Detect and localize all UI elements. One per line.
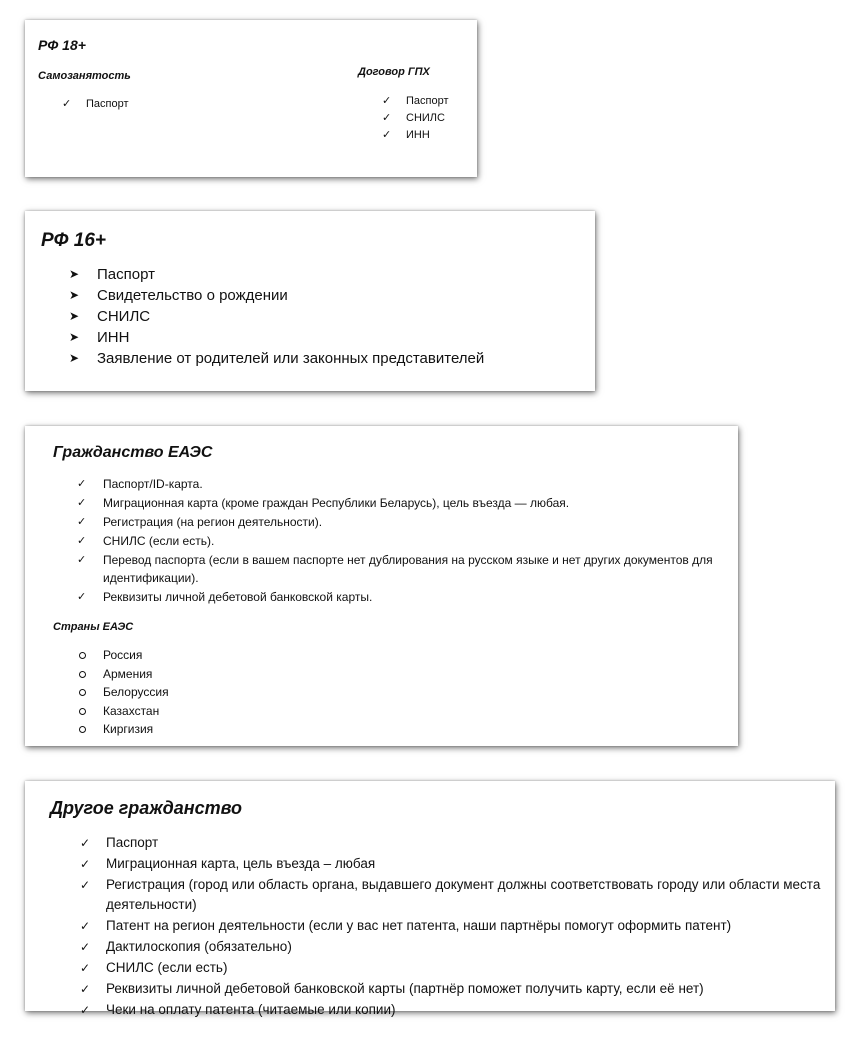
list-item: ✓ Реквизиты личной дебетовой банковской карты. (77, 590, 373, 604)
list-item: ✓ Паспорт/ID-карта. (77, 477, 203, 491)
rf16-list (69, 264, 589, 369)
list-item: ➤ Заявление от родителей или законных представителей (69, 350, 485, 367)
card-title: Другое гражданство (50, 798, 243, 818)
list-item: ✓ Паспорт (80, 833, 830, 853)
countries-title: Страны ЕАЭС (53, 621, 134, 633)
list-item: ✓ Миграционная карта (кроме граждан Республики Беларусь), цель въезда — любая. (77, 496, 570, 510)
arrowhead-bullet-icon: ➤ (69, 351, 80, 365)
checkmark-icon: ✓ (382, 95, 392, 107)
checkmark-icon: ✓ (80, 878, 91, 892)
arrowhead-bullet-icon: ➤ (69, 330, 80, 344)
checkmark-icon: ✓ (77, 516, 87, 528)
list-item: ✓ Паспорт (62, 96, 262, 113)
arrowhead-bullet-icon: ➤ (69, 309, 80, 323)
checkmark-icon: ✓ (62, 98, 72, 110)
card-rf-18 (25, 20, 477, 177)
checkmark-icon: ✓ (382, 112, 392, 124)
arrowhead-bullet-icon: ➤ (69, 267, 80, 281)
checkmark-icon: ✓ (80, 919, 91, 933)
list-item: ✓ Дактилоскопия (обязательно) (80, 937, 830, 957)
list-item: ✓ Реквизиты личной дебетовой банковской карты (партнёр поможет получить карту, если её нет) (80, 979, 830, 999)
checkmark-icon: ✓ (77, 478, 87, 490)
list-item: Армения (77, 665, 377, 684)
list-item: ✓ Чеки на оплату патента (читаемые или копии) (80, 1000, 830, 1020)
circle-bullet-icon (79, 708, 86, 715)
card-title: РФ 16+ (41, 230, 107, 251)
self-employed-list (62, 96, 262, 113)
checkmark-icon: ✓ (77, 497, 87, 509)
card-title: РФ 18+ (38, 37, 86, 53)
other-documents-list (80, 833, 830, 1021)
gph-contract-list (382, 93, 477, 144)
list-item: ✓ СНИЛС (382, 110, 477, 127)
checkmark-icon: ✓ (80, 857, 91, 871)
list-item: ✓ СНИЛС (если есть). (77, 534, 215, 548)
checkmark-icon: ✓ (77, 591, 87, 603)
checkmark-icon: ✓ (77, 535, 87, 547)
list-item: ✓ ИНН (382, 127, 477, 144)
list-item: ✓ Регистрация (на регион деятельности). (77, 515, 323, 529)
circle-bullet-icon (79, 671, 86, 678)
list-item: Россия (77, 646, 377, 665)
checkmark-icon: ✓ (382, 129, 392, 141)
list-item: ➤ ИНН (69, 329, 130, 346)
checkmark-icon: ✓ (80, 836, 91, 850)
card-title: Гражданство ЕАЭС (53, 444, 213, 461)
self-employed-title: Самозанятость (38, 70, 131, 82)
checkmark-icon: ✓ (80, 940, 91, 954)
gph-contract-title: Договор ГПХ (358, 66, 430, 78)
list-item: Казахстан (77, 702, 377, 721)
checkmark-icon: ✓ (80, 1003, 91, 1017)
list-item: ✓ Регистрация (город или область органа, выдавшего документ должны соответствовать городу или области места деятельности) (80, 877, 821, 912)
list-item: ➤ Паспорт (69, 266, 155, 283)
checkmark-icon: ✓ (77, 554, 87, 566)
list-item: ✓ СНИЛС (если есть) (80, 958, 830, 978)
arrowhead-bullet-icon: ➤ (69, 288, 80, 302)
list-item: ✓ Паспорт (382, 93, 477, 110)
circle-bullet-icon (79, 689, 86, 696)
eaes-documents-list (77, 475, 717, 607)
list-item: Киргизия (77, 720, 377, 739)
card-rf-16 (25, 211, 595, 391)
list-item: ✓ Патент на регион деятельности (если у вас нет патента, наши партнёры помогут оформить патент) (80, 916, 830, 936)
list-item: ➤ Свидетельство о рождении (69, 287, 288, 304)
list-item: ➤ СНИЛС (69, 308, 151, 325)
checkmark-icon: ✓ (80, 961, 91, 975)
checkmark-icon: ✓ (80, 982, 91, 996)
list-item: ✓ Миграционная карта, цель въезда – любая (80, 854, 830, 874)
list-item: Белоруссия (77, 683, 377, 702)
circle-bullet-icon (79, 652, 86, 659)
card-eaes (25, 426, 738, 746)
countries-list (77, 646, 377, 739)
card-other-citizenship (25, 781, 835, 1017)
circle-bullet-icon (79, 726, 86, 733)
list-item: ✓ Перевод паспорта (если в вашем паспорте нет дублирования на русском языке и нет других документов для идентификации). (77, 553, 713, 585)
